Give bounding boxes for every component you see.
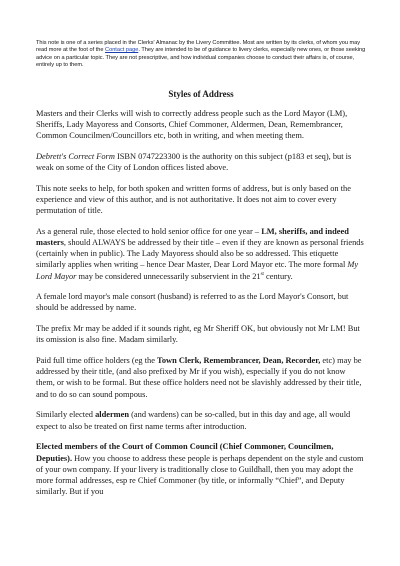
text-run: (and wardens) can be so-called, but in this day and age, all would expect to also be treated on first name terms after introduction. (36, 410, 351, 431)
bold-phrase: aldermen (95, 410, 130, 420)
page-title: Styles of Address (168, 88, 234, 99)
paragraph-office-holders (36, 355, 366, 400)
italic-phrase: My Lord Mayor (36, 260, 359, 281)
text-run: , should ALWAYS be addressed by their title – even if they are known as personal friends (certainly when in public). The Lady Mayoress should also be so addressed. This etiquette similarly applies when writing – hence Dear Master, Dear Lord Mayor etc. The more formal (36, 237, 364, 270)
paragraph-debretts-text: ISBN 0747223300 is the authority on this subject (p183 et seq), but is weak on some of the City of London offices listed above. (36, 151, 352, 172)
text-run: As a general rule, those elected to hold senior office for one year – (36, 226, 262, 236)
text-run: etc) may be addressed by their title, (and also prefixed by Mr if you wish), especially if you do not know them, or wish to be formal. But these office holders need not be slavishly addressed by their title, and to do so can sound pompous. (36, 356, 362, 399)
contact-page-link[interactable]: Contact page (105, 47, 139, 54)
text-run: century. (263, 271, 293, 281)
intro-note-text: This note is one of a series placed in the Clerks' Almanac by the Livery Committee. Most are written by its clerks, of whom you may read more at the foot of the (36, 40, 361, 54)
superscript: st (260, 271, 264, 277)
paragraph-common-council (36, 441, 366, 497)
text-run: Paid full time office holders (eg the (36, 356, 158, 366)
text-run: Similarly elected (36, 410, 96, 420)
intro-note (36, 40, 366, 70)
paragraph-prefix: The prefix Mr may be added if it sounds right, eg Mr Sheriff OK, but obviously not Mr LM! But its omission is also fine. Madam similarly. (36, 324, 360, 345)
paragraph-debretts (36, 151, 366, 173)
book-title: Debrett's Correct Form (36, 151, 115, 161)
text-run: How you choose to address these people is perhaps dependent on the style and custom of your own company. If your livery is traditionally close to Guildhall, then you may adopt the more formal addresses, esp re Chief Commoner (by title, or informally “Chief”, and Deputy similarly. But if you (36, 453, 364, 497)
paragraph-consort: A female lord mayor's male consort (husband) is referred to as the Lord Mayor's Consort, but should be addressed by name. (36, 292, 349, 313)
text-run: may be considered unnecessarily subservient in the 21 (76, 271, 261, 281)
bold-phrase: Town Clerk, Remembrancer, Dean, Recorder, (157, 356, 321, 366)
paragraph-general-rule (36, 226, 366, 282)
bold-phrase: LM, sheriffs, and indeed masters (36, 226, 349, 247)
intro-note-text-end: . They are intended to be of guidance to livery clerks, especially new ones, or those seeking advice on a particular topic. They are not prescriptive, and how individual companies choose to conduct their affairs is, of course, entirely up to them. (36, 47, 366, 69)
bold-phrase: Elected members of the Court of Common Council (Chief Commoner, Councilmen, Deputies). (36, 442, 334, 463)
paragraph-aldermen (36, 409, 366, 431)
paragraph-intro: Masters and their Clerks will wish to correctly address people such as the Lord Mayor (LM), Sheriffs, Lady Mayoress and Consorts, Chief Commoner, Aldermen, Dean, Remembrancer, Common Councilmen/Councillors etc, both in writing, and when meeting them. (36, 108, 348, 141)
paragraph-scope: This note seeks to help, for both spoken and written forms of address, but is only based on the experience and view of this author, and is not authoritative. It does not aim to cover every permutation of title. (36, 183, 351, 216)
